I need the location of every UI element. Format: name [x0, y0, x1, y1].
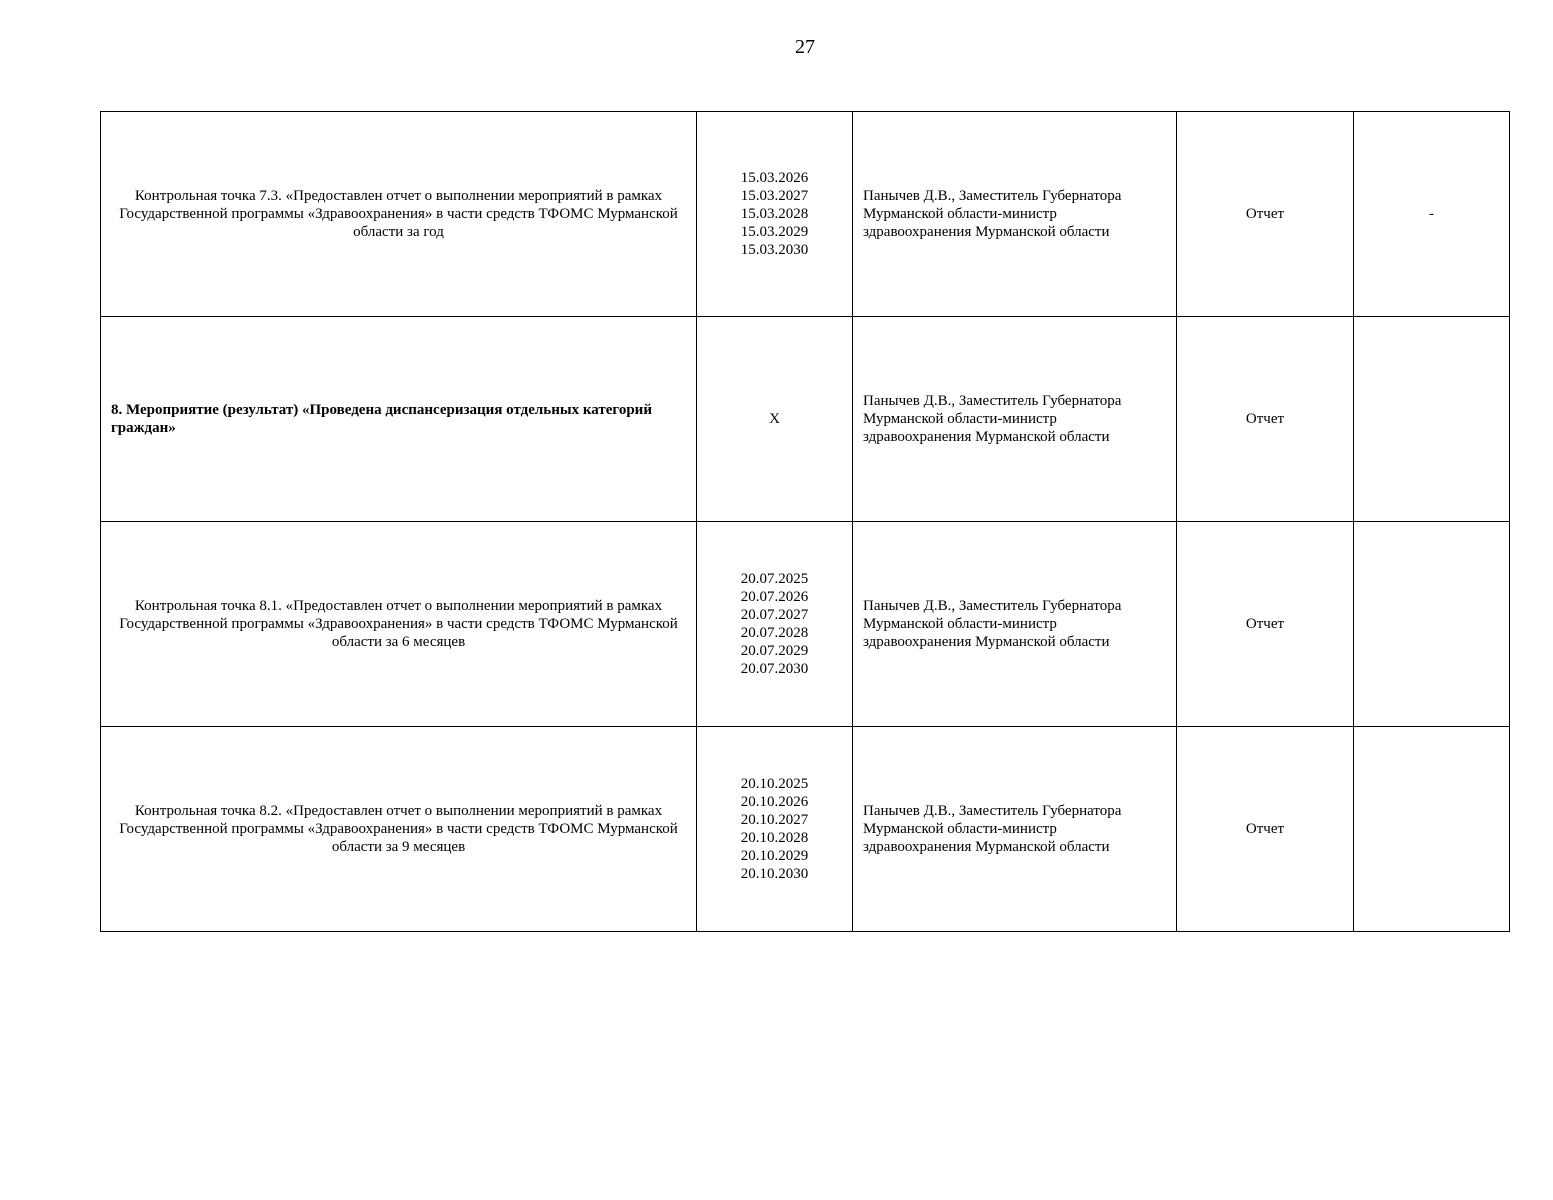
deadline-date: 20.07.2029	[740, 643, 809, 659]
document-type-cell: Отчет	[1177, 317, 1354, 522]
deadline-date: 20.10.2030	[740, 866, 809, 882]
responsible-line: Панычев Д.В., Заместитель Губернатора	[863, 188, 1122, 204]
responsible-cell	[853, 522, 1177, 727]
note-cell	[1354, 522, 1510, 727]
table-row	[101, 112, 1510, 317]
event-name-cell: Контрольная точка 7.3. «Предоставлен отчет о выполнении мероприятий в рамках Государственной программы «Здравоохранения» в части средств ТФОМС Мурманской области за год	[101, 112, 697, 317]
responsible-line: Мурманской области-министр	[863, 821, 1057, 837]
note-cell: -	[1354, 112, 1510, 317]
responsible-line: Панычев Д.В., Заместитель Губернатора	[863, 803, 1122, 819]
deadline-cell	[697, 317, 853, 522]
note-cell	[1354, 727, 1510, 932]
document-type-cell: Отчет	[1177, 727, 1354, 932]
deadline-cell	[697, 112, 853, 317]
deadline-date: 15.03.2026	[740, 170, 809, 186]
document-type-cell: Отчет	[1177, 522, 1354, 727]
deadline-date: 20.10.2026	[740, 794, 809, 810]
deadline-date: 15.03.2029	[740, 224, 809, 240]
responsible-line: здравоохранения Мурманской области	[863, 634, 1110, 650]
deadline-date: 20.07.2026	[740, 589, 809, 605]
deadline-date: 15.03.2027	[740, 188, 809, 204]
deadline-date: 20.10.2029	[740, 848, 809, 864]
responsible-cell	[853, 112, 1177, 317]
deadline-cell	[697, 522, 853, 727]
responsible-line: здравоохранения Мурманской области	[863, 224, 1110, 240]
table-row	[101, 317, 1510, 522]
deadline-date: 15.03.2030	[740, 242, 809, 258]
event-name-cell: 8. Мероприятие (результат) «Проведена диспансеризация отдельных категорий граждан»	[101, 317, 697, 522]
note-cell	[1354, 317, 1510, 522]
responsible-line: здравоохранения Мурманской области	[863, 429, 1110, 445]
responsible-line: Мурманской области-министр	[863, 616, 1057, 632]
responsible-line: здравоохранения Мурманской области	[863, 839, 1110, 855]
table-row	[101, 727, 1510, 932]
deadline-date: 20.07.2028	[740, 625, 809, 641]
responsible-line: Мурманской области-министр	[863, 206, 1057, 222]
responsible-cell	[853, 727, 1177, 932]
responsible-cell	[853, 317, 1177, 522]
deadline-date: 15.03.2028	[740, 206, 809, 222]
responsible-line: Панычев Д.В., Заместитель Губернатора	[863, 598, 1122, 614]
deadline-date: 20.10.2028	[740, 830, 809, 846]
page-number: 27	[795, 36, 815, 58]
responsible-line: Панычев Д.В., Заместитель Губернатора	[863, 393, 1122, 409]
deadline-date: X	[769, 411, 780, 427]
event-name-cell: Контрольная точка 8.1. «Предоставлен отчет о выполнении мероприятий в рамках Государственной программы «Здравоохранения» в части средств ТФОМС Мурманской области за 6 месяцев	[101, 522, 697, 727]
deadline-date: 20.07.2025	[740, 571, 809, 587]
event-name-cell: Контрольная точка 8.2. «Предоставлен отчет о выполнении мероприятий в рамках Государственной программы «Здравоохранения» в части средств ТФОМС Мурманской области за 9 месяцев	[101, 727, 697, 932]
control-points-table	[100, 111, 1510, 932]
deadline-date: 20.10.2025	[740, 776, 809, 792]
deadline-cell	[697, 727, 853, 932]
responsible-line: Мурманской области-министр	[863, 411, 1057, 427]
document-type-cell: Отчет	[1177, 112, 1354, 317]
deadline-date: 20.10.2027	[740, 812, 809, 828]
deadline-date: 20.07.2027	[740, 607, 809, 623]
table-row	[101, 522, 1510, 727]
deadline-date: 20.07.2030	[740, 661, 809, 677]
